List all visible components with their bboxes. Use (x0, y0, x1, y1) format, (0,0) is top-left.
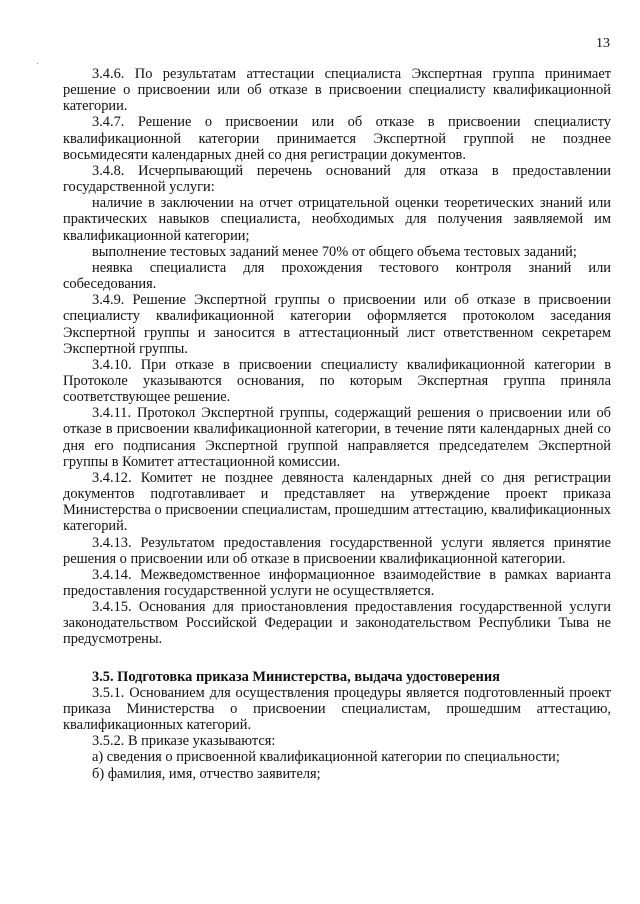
paragraph-3-4-15: 3.4.15. Основания для приостановления предоставления государственной услуги законодательством Российской Федерации и законодательством Республики Тыва не предусмотрены. (63, 599, 611, 648)
paragraph-3-4-8: 3.4.8. Исчерпывающий перечень оснований для отказа в предоставлении государственной услуги: (63, 162, 611, 196)
paragraph-3-4-14: 3.4.14. Межведомственное информационное взаимодействие в рамках варианта предоставления государственной услуги не осуществляется. (63, 566, 611, 599)
paragraph-3-4-12: 3.4.12. Комитет не позднее девяноста календарных дней со дня регистрации документов подготавливает и представляет на утверждение проект приказа Министерства о присвоении специалистам, прошедшим аттестацию, квалификационных категорий. (63, 469, 611, 535)
paragraph-3-5-2: 3.5.2. В приказе указываются: (92, 733, 276, 750)
paragraph-3-4-13: 3.4.13. Результатом предоставления государственной услуги является принятие решения о присвоении или об отказе в присвоении квалификационной категории. (63, 534, 611, 567)
paragraph-3-4-6: 3.4.6. По результатам аттестации специалиста Экспертная группа принимает решение о присвоении или об отказе в присвоении специалисту квалификационной категории. (63, 66, 611, 115)
paragraph-3-4-7: 3.4.7. Решение о присвоении или об отказе в присвоении специалисту квалификационной категории принимается Экспертной группой не позднее восьмидесяти календарных дней со дня регистрации документов. (63, 114, 611, 163)
section-heading-3-5: 3.5. Подготовка приказа Министерства, выдача удостоверения (92, 668, 500, 685)
document-body (63, 66, 611, 782)
paragraph-3-5-1: 3.5.1. Основанием для осуществления процедуры является подготовленный проект приказа Министерства о присвоении специалистам, прошедшим аттестацию, квалификационных категорий. (63, 684, 611, 734)
scan-artifact (37, 63, 38, 64)
page-number: 13 (596, 36, 610, 51)
paragraph-3-4-10: 3.4.10. При отказе в присвоении специалисту квалификационной категории в Протоколе указываются основания, по которым Экспертная группа приняла соответствующее решение. (63, 356, 611, 406)
refusal-reason-3: неявка специалиста для прохождения тестового контроля знаний или собеседования. (63, 259, 611, 293)
paragraph-3-4-11: 3.4.11. Протокол Экспертной группы, содержащий решения о присвоении или об отказе в присвоении квалификационной категории, в течение пяти календарных дней со дня его подписания Экспертной группой направляется председателем Экспертной группы в Комитет аттестационной комиссии. (63, 405, 611, 470)
refusal-reason-1: наличие в заключении на отчет отрицательной оценки теоретических знаний или практических навыков специалиста, необходимых для получения заявляемой им квалификационной категории; (63, 195, 611, 244)
order-item-b: б) фамилия, имя, отчество заявителя; (92, 765, 321, 782)
paragraph-3-4-9: 3.4.9. Решение Экспертной группы о присвоении или об отказе в присвоении специалисту квалификационной категории оформляется протоколом заседания Экспертной группы и заносится в аттестационный лист ответственном секретарем Экспертной группы. (63, 292, 611, 357)
refusal-reason-2: выполнение тестовых заданий менее 70% от общего объема тестовых заданий; (92, 243, 577, 260)
order-item-a: а) сведения о присвоенной квалификационной категории по специальности; (92, 749, 560, 766)
